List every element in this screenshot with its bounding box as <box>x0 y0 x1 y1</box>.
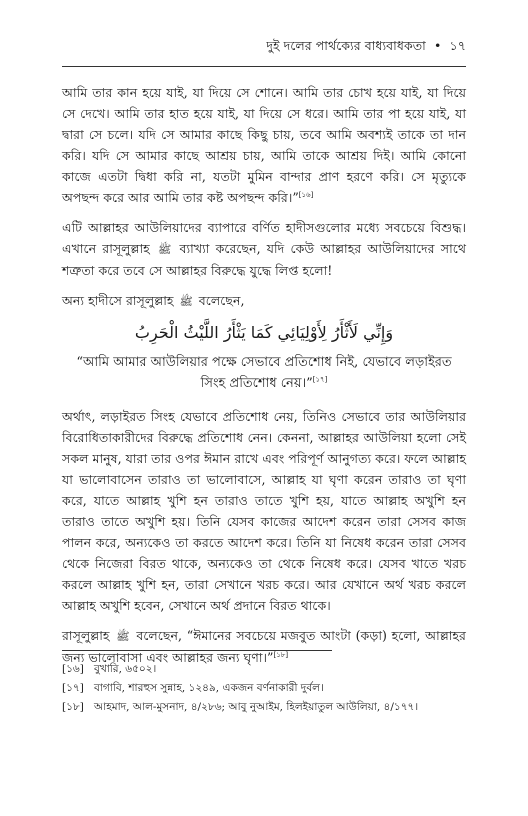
footnote-rule <box>62 650 332 651</box>
footnote-number: [১৭] <box>62 682 84 694</box>
running-head-title: দুই দলের পার্থক্যের বাধ্যবাধকতা <box>266 38 426 53</box>
footnote-ref-18: [১৮] <box>273 650 289 659</box>
translation-quote <box>62 352 466 394</box>
footnote-17 <box>62 679 466 698</box>
paragraph-text: রাসূলুল্লাহ <box>62 628 110 643</box>
arabic-quote: وَإِنِّي لَأَثْأَرُ لِأَوْلِيَائِي كَمَا يَثْأَرُ اللَّيْثُ الْحَرِبُ <box>134 323 394 342</box>
paragraph-hadith-continuation <box>62 82 466 208</box>
header-rule <box>62 66 466 67</box>
paragraph-text: বলেছেন, “ঈমানের সবচেয়ে মজবুত আংটা (কড়া) হলো, আল্লাহর জন্য ভালোবাসা এবং আল্লাহর জন্য ঘৃণা।” <box>62 628 466 665</box>
footnotes <box>62 660 466 717</box>
salawat-symbol: ﷺ <box>179 295 193 308</box>
footnote-number: [১৮] <box>62 701 84 713</box>
paragraph-text: এটি আল্লাহর আউলিয়াদের ব্যাপারে বর্ণিত হাদীসগুলোর মধ্যে সবচেয়ে বিশুদ্ধ। এখানে রাসূলুল্লাহ <box>62 220 466 256</box>
footnote-text: বুখারি, ৬৫০২। <box>94 663 157 675</box>
footnote-16 <box>62 660 466 679</box>
footnote-18 <box>62 698 466 717</box>
running-head-bullet: • <box>433 38 442 53</box>
translation-text: “আমি আমার আউলিয়ার পক্ষে সেভাবে প্রতিশোধ নিই, যেভাবে লড়াইরত সিংহ প্রতিশোধ নেয়।” <box>76 355 452 391</box>
salawat-symbol: ﷺ <box>158 243 172 256</box>
footnote-ref-16: [১৬] <box>298 190 314 199</box>
running-head <box>266 38 466 58</box>
body-text <box>62 82 466 677</box>
paragraph-explanation: অর্থাৎ, লড়াইরত সিংহ যেভাবে প্রতিশোধ নেয়, তিনিও সেভাবে তার আউলিয়ার বিরোধিতাকারীদের বিরুদ্ধে প্রতিশোধ নেন। কেননা, আল্লাহর আউলিয়া হলো সেই সকল মানুষ, যারা তার ওপর ঈমান রাখে এবং পরিপূর্ণ আনুগত্য করে। ফলে আল্লাহ যা ভালোবাসেন তারাও তা ভালোবাসে, আল্লাহ যা ঘৃণা করেন তারাও তা ঘৃণা করে, যাতে আল্লাহ খুশি হন তারাও তাতে খুশি হয়, যাতে আল্লাহ অখুশি হন তারাও তাতে অখুশি হয়। তিনি যেসব কাজের আদেশ করেন তারা সেসব কাজ পালন করে, অন্যকেও তা করতে আদেশ করে। তিনি যা নিষেধ করেন তারা সেসব থেকে নিজেরা বিরত থাকে, অন্যকেও তা থেকে নিষেধ করে। যেসব খাতে খরচ করলে আল্লাহ খুশি হন, তারা সেখানে খরচ করে। আর যেখানে অর্থ খরচ করলে আল্লাহ অখুশি হবেন, সেখানে অর্থ প্রদানে বিরত থাকে। <box>62 409 466 613</box>
footnote-number: [১৬] <box>62 663 84 675</box>
paragraph-text: অন্য হাদীসে রাসূলুল্লাহ <box>62 293 174 308</box>
paragraph-commentary <box>62 217 466 281</box>
page-number: ১৭ <box>449 38 466 53</box>
footnote-text: আহমাদ, আল-মুসনাদ, ৪/২৮৬; আবু নুআইম, হিলইয়াতুল আউলিয়া, ৪/১৭৭। <box>94 701 419 713</box>
footnote-text: বাগাবি, শারহুস সুন্নাহ, ১২৪৯, একজন বর্ণনাকারী দুর্বল। <box>94 682 324 694</box>
paragraph-text: বলেছেন, <box>198 293 245 308</box>
paragraph-text: আমি তার কান হয়ে যাই, যা দিয়ে সে শোনে। আমি তার চোখ হয়ে যাই, যা দিয়ে সে দেখে। আমি তার হাত হয়ে যাই, যা দিয়ে সে ধরে। আমি তার পা হয়ে যাই, যা দ্বারা সে চলে। যদি সে আমার কাছে কিছু চায়, তবে আমি অবশ্যই তাকে তা দান করি। যদি সে আমার কাছে আশ্রয় চায়, আমি তাকে আশ্রয় দিই। আমি কোনো কাজে এতটা দ্বিধা করি না, যতটা মুমিন বান্দার প্রাণ হরণে করি। সে মৃত্যুকে অপছন্দ করে আর আমি তার কষ্ট অপছন্দ করি।” <box>62 85 466 205</box>
salawat-symbol: ﷺ <box>116 630 130 643</box>
paragraph-text: ব্যাখ্যা করেছেন, যদি কেউ আল্লাহর আউলিয়াদের সাথে শত্রুতা করে তবে সে আল্লাহর বিরুদ্ধে যুদ্ধে লিপ্ত হলো! <box>62 241 466 278</box>
paragraph-intro-hadith <box>62 290 466 312</box>
footnote-ref-17: [১৭] <box>312 375 328 384</box>
